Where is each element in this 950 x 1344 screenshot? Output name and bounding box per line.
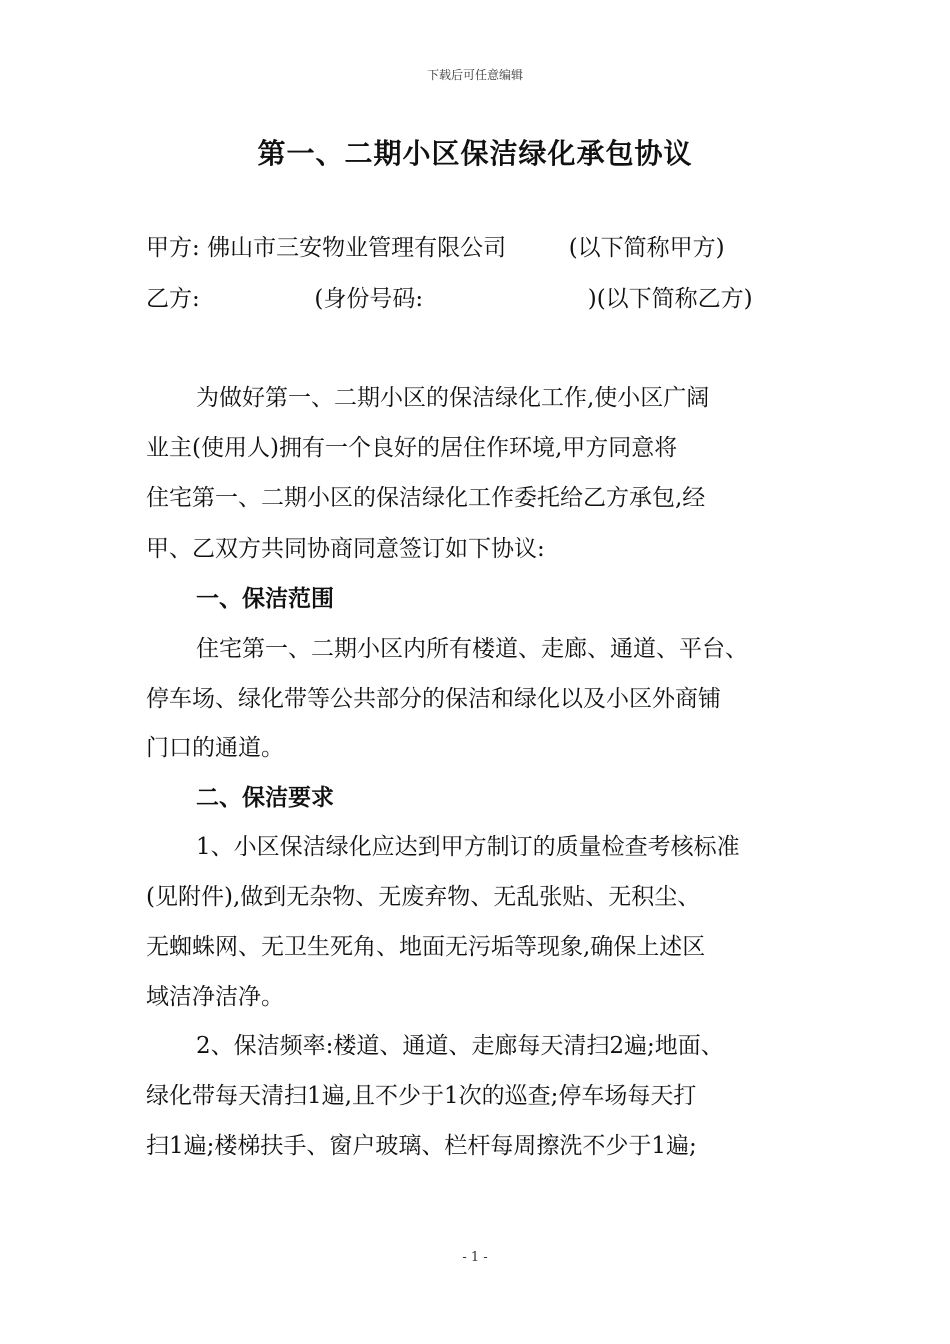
party-b-alias: )(以下简称乙方) (587, 286, 753, 312)
page-number: - 1 - (462, 1250, 488, 1265)
body-line: 无蜘蛛网、无卫生死角、地面无污垢等现象,确保上述区 (146, 934, 706, 960)
party-b-id-label: (身份号码: (314, 286, 424, 312)
body-line: (见附件),做到无杂物、无废弃物、无乱张贴、无积尘、 (146, 884, 701, 910)
section-heading-requirements: 二、保洁要求 (196, 784, 334, 811)
body-line: 扫1遍;楼梯扶手、窗户玻璃、栏杆每周擦洗不少于1遍; (146, 1133, 697, 1159)
document-title: 第一、二期小区保洁绿化承包协议 (257, 137, 693, 170)
party-b-line (146, 284, 836, 314)
body-line: 停车场、绿化带等公共部分的保洁和绿化以及小区外商铺 (146, 686, 721, 712)
party-a-line (146, 233, 836, 263)
section-heading-scope: 一、保洁范围 (196, 585, 334, 612)
body-line: 甲、乙双方共同协商同意签订如下协议: (146, 536, 545, 562)
body-line: 域洁净洁净。 (146, 984, 284, 1010)
body-line: 1、小区保洁绿化应达到甲方制订的质量检查考核标准 (196, 834, 740, 860)
party-b-label: 乙方: (146, 286, 200, 312)
body-line: 住宅第一、二期小区内所有楼道、走廊、通道、平台、 (196, 636, 748, 662)
party-a-name: 佛山市三安物业管理有限公司 (207, 235, 507, 261)
body-line: 2、保洁频率:楼道、通道、走廊每天清扫2遍;地面、 (196, 1033, 724, 1059)
body-line: 门口的通道。 (146, 735, 284, 761)
body-line: 业主(使用人)拥有一个良好的居住作环境,甲方同意将 (146, 435, 678, 461)
party-a-alias: (以下简称甲方) (568, 235, 725, 261)
party-a-label: 甲方: (146, 235, 200, 261)
body-line: 绿化带每天清扫1遍,且不少于1次的巡查;停车场每天打 (146, 1083, 697, 1109)
header-note: 下载后可任意编辑 (426, 68, 523, 82)
body-line: 为做好第一、二期小区的保洁绿化工作,使小区广阔 (196, 385, 710, 411)
body-line: 住宅第一、二期小区的保洁绿化工作委托给乙方承包,经 (146, 485, 706, 511)
